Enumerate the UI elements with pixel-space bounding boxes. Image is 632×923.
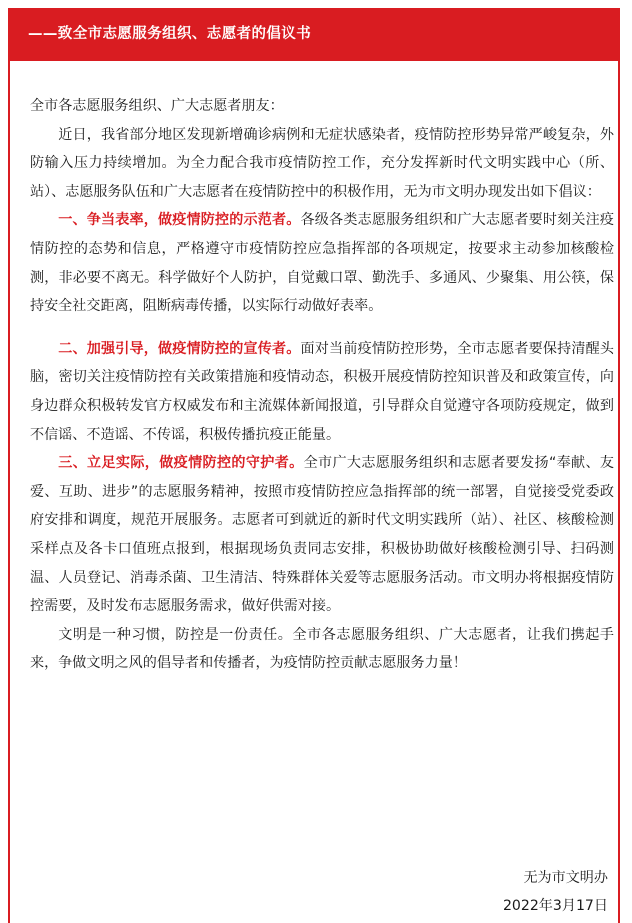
item-1-body: 各级各类志愿服务组织和广大志愿者要时刻关注疫情防控的态势和信息，严格遵守市疫情防控应急指挥部的各项规定，按要求主动参加核酸检测，非必要不离无。科学做好个人防护，自觉戴口罩、勤洗手、多通风、少聚集、用公筷，保持安全社交距离，阻断病毒传播，以实际行动做好表率。 [30, 212, 615, 315]
page-title: ——致全市志愿服务组织、志愿者的倡议书 [28, 26, 312, 42]
signature-date: 2022年3月17日 [502, 898, 608, 914]
item-1-paragraph [30, 206, 614, 320]
signature-block [503, 864, 608, 920]
intro-paragraph: 近日，我省部分地区发现新增确诊病例和无症状感染者，疫情防控形势异常严峻复杂，外防输入压力持续增加。为全力配合我市疫情防控工作，充分发挥新时代文明实践中心（所、站）、志愿服务队伍和广大志愿者在疫情防控中的积极作用，无为市文明办现发出如下倡议： [30, 126, 614, 200]
item-2-body: 面对当前疫情防控形势，全市志愿者要保持清醒头脑，密切关注疫情防控有关政策措施和疫情动态，积极开展疫情防控知识普及和政策宣传，向身边群众积极转发官方权威发布和主流媒体新闻报道，引导群众自觉遵守各项防疫规定，做到不信谣、不造谣、不传谣，积极传播抗疫正能量。 [30, 340, 615, 443]
item-2-heading: 二、加强引导，做疫情防控的宣传者。 [58, 340, 301, 357]
item-3-heading: 三、立足实际，做疫情防控的守护者。 [58, 455, 304, 472]
item-3-body: 全市广大志愿服务组织和志愿者要发扬“奉献、友爱、互助、进步”的志愿服务精神，按照市疫情防控应急指挥部的统一部署，自觉接受党委政府安排和调度，规范开展服务。志愿者可到就近的新时代文明实践所（站）、社区、核酸检测采样点及各卡口值班点报到，根据现场负责同志安排，积极协助做好核酸检测引导、扫码测温、人员登记、消毒杀菌、卫生清洁、特殊群体关爱等志愿服务活动。市文明办将根据疫情防控需要，及时发布志愿服务需求，做好供需对接。 [30, 455, 614, 615]
header-banner [8, 8, 620, 61]
item-3-paragraph [30, 449, 614, 621]
closing-paragraph: 文明是一种习惯，防控是一份责任。全市各志愿服务组织、广大志愿者，让我们携起手来，争做文明之风的倡导者和传播者，为疫情防控贡献志愿服务力量！ [30, 626, 614, 672]
letter-body [30, 92, 614, 678]
signature-org: 无为市文明办 [523, 870, 608, 886]
item-2-paragraph [30, 335, 614, 449]
item-1-heading: 一、争当表率，做疫情防控的示范者。 [58, 212, 301, 229]
salutation: 全市各志愿服务组织、广大志愿者朋友： [30, 98, 284, 114]
